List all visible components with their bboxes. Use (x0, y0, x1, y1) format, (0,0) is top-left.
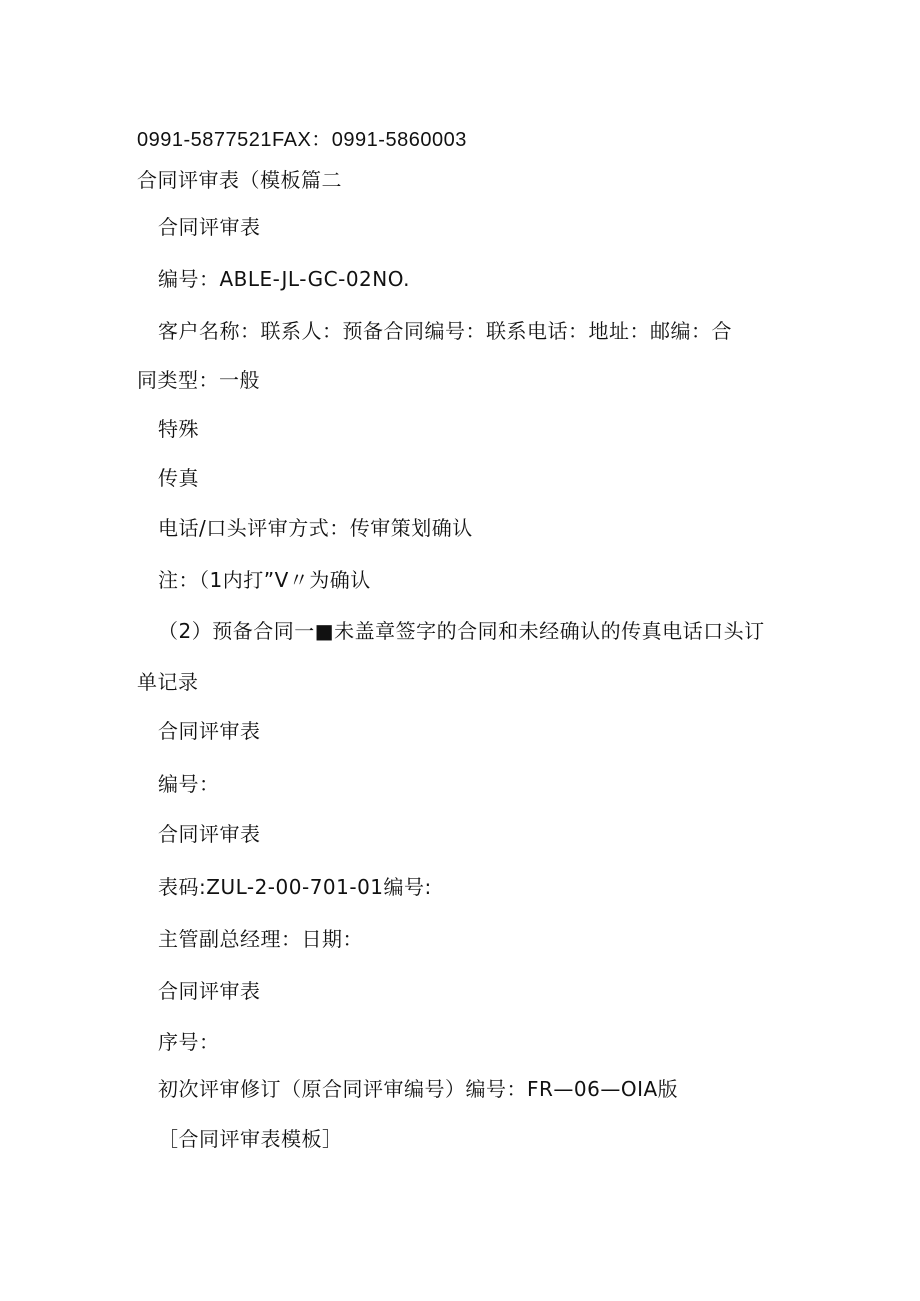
manager-date: 主管副总经理：日期： (158, 927, 363, 951)
section-title: 合同评审表（模板篇二 (137, 168, 342, 192)
template-tag: ［合同评审表模板］ (158, 1127, 343, 1151)
customer-fields: 客户名称：联系人：预备合同编号：联系电话：地址：邮编：合 (158, 319, 732, 343)
note-2-continued: 单记录 (137, 670, 199, 694)
form-title: 合同评审表 (158, 215, 261, 239)
type-special: 特殊 (158, 417, 199, 441)
form-number: 编号：ABLE-JL-GC-02NO. (158, 267, 411, 291)
form-title-3: 合同评审表 (158, 822, 261, 846)
table-code: 表码:ZUL-2-00-701-01编号: (158, 875, 432, 899)
contract-type: 同类型：一般 (137, 368, 260, 392)
number-label: 编号： (158, 772, 220, 796)
note-1: 注：（1内打”V〃为确认 (158, 568, 371, 592)
type-fax: 传真 (158, 466, 199, 490)
sequence-number: 序号： (158, 1030, 220, 1054)
note-2: （2）预备合同一■未盖章签字的合同和未经确认的传真电话口头订 (158, 619, 765, 643)
fax-line: 0991-5877521FAX：0991-5860003 (137, 129, 467, 151)
form-title-2: 合同评审表 (158, 719, 261, 743)
review-revision: 初次评审修订（原合同评审编号）编号：FR—06—OIA版 (158, 1077, 679, 1101)
review-method: 电话/口头评审方式：传审策划确认 (158, 516, 473, 540)
form-title-4: 合同评审表 (158, 979, 261, 1003)
